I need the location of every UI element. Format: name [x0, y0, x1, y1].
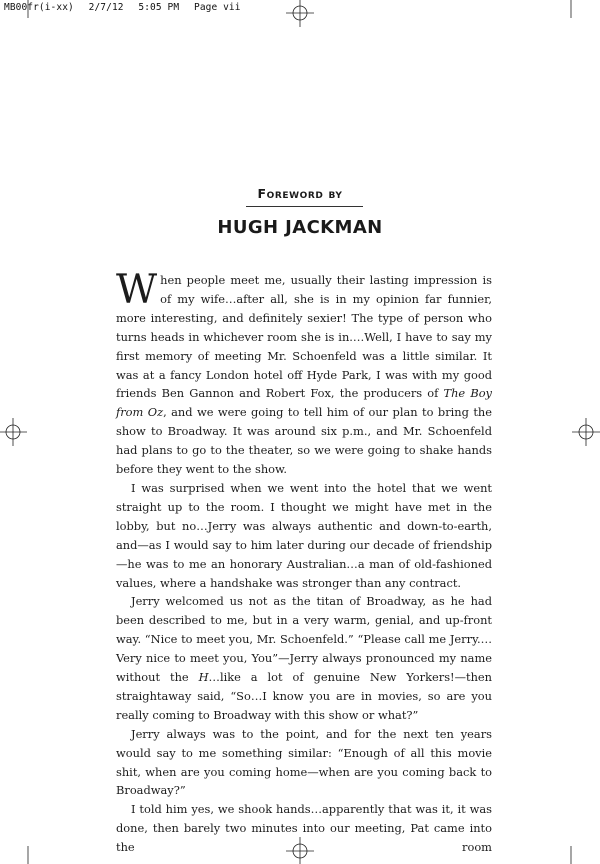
paragraph-5: I told him yes, we shook hands…apparently that was it, it was done, then barely two minutes into our meeting, Pat came into the room	[116, 802, 492, 855]
drop-cap: W	[116, 267, 158, 313]
paragraph-4: Jerry always was to the point, and for the next ten years would say to me something similar: “Enough of all this movie shit, when are you coming home—when are you coming back to Broadway?”	[116, 726, 492, 798]
registration-target-right-icon	[572, 418, 600, 446]
foreword-author: HUGH JACKMAN	[217, 217, 383, 238]
paragraph-3	[116, 592, 492, 724]
paragraph-2: I was surprised when we went into the hotel that we went straight up to the room. I thought we might have met in the lobby, but no…Jerry was always authentic and down-to-earth, and—as I would say to him later during our decade of friendship—he was to me an honorary Australian…a man of old-fashioned values, where a handshake was stronger than any contract.	[116, 480, 492, 590]
slug-page: Page vii	[194, 2, 241, 13]
registration-target-top-icon	[286, 0, 314, 27]
slug-time: 5:05 PM	[138, 2, 180, 13]
registration-target-left-icon	[0, 418, 27, 446]
show-title: The Boy from Oz	[116, 386, 492, 420]
slug-file: MB00fr(i-xx)	[4, 2, 74, 13]
paragraph-3-text-b: …like a lot of genuine New Yorkers!—then straightaway said, “So…I know you are in movies, so are you really coming to Broadway with this show or what?”	[116, 670, 493, 722]
italic-letter: H	[198, 670, 209, 685]
slug-date: 2/7/12	[88, 2, 124, 13]
paragraph-1-text-b: , and we were going to tell him of our plan to bring the show to Broadway. It was around six p.m., and Mr. Schoenfeld had plans to go to the theater, so we were going to shake hands before they went to the show.	[116, 405, 492, 477]
foreword-label: Foreword by	[257, 186, 343, 201]
paragraph-3-text-a: Jerry welcomed us not as the titan of Broadway, as he had been described to me, but in a very warm, genial, and up-front way. “Nice to meet you, Mr. Schoenfeld.” “Please call me Jerry.…Very nice to meet you, You”—Jerry always pronounced my name without the	[116, 594, 492, 685]
foreword-body	[116, 267, 493, 857]
heading-rule	[246, 206, 363, 207]
paragraph-1-text-a: hen people meet me, usually their lasting impression is of my wife…after all, she is in my opinion far funnier, more interesting, and definitely sexier! The type of person who turns heads in whichever room she is in.…Well, I have to say my first memory of meeting Mr. Schoenfeld was a little similar. It was at a fancy London hotel off Hyde Park, I was with my good friends Ben Gannon and Robert Fox, the producers of	[116, 273, 492, 401]
paragraph-1	[116, 267, 492, 479]
